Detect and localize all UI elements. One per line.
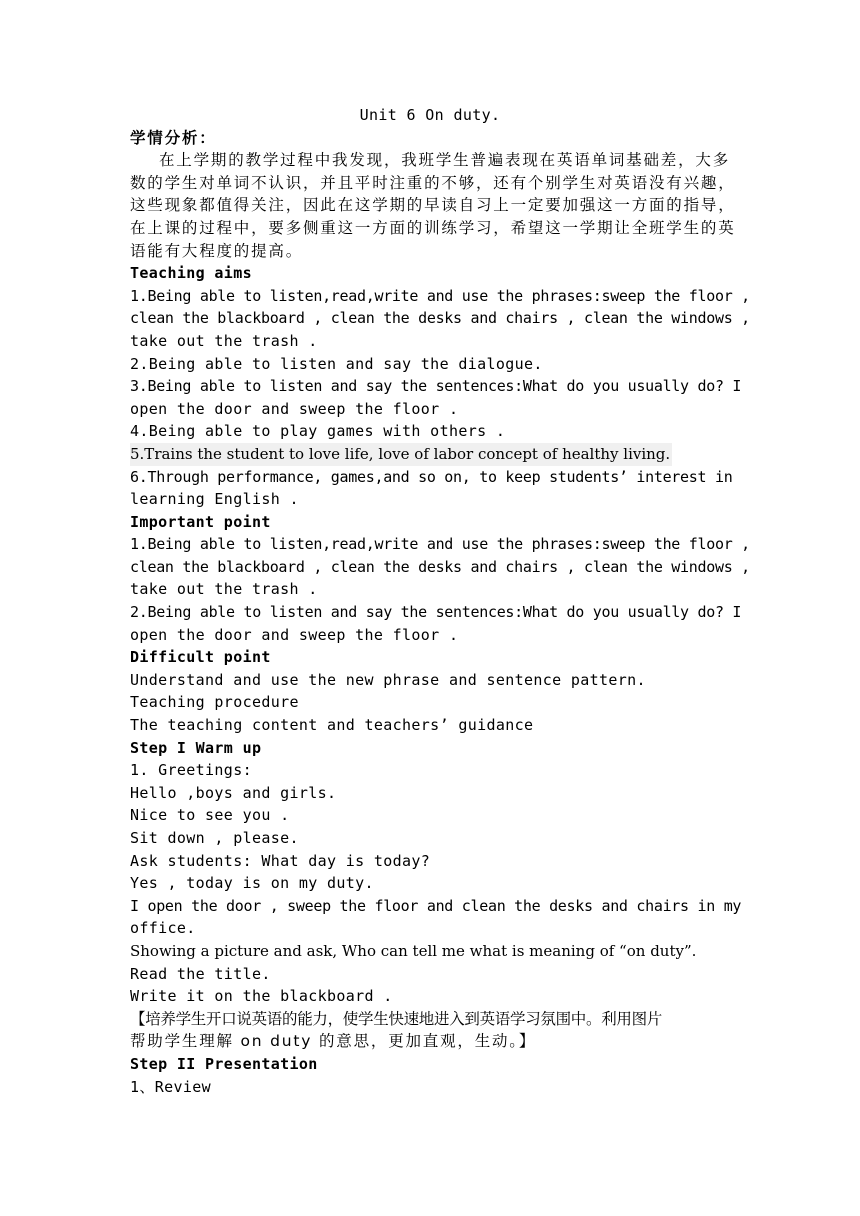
step2-heading: Step II Presentation bbox=[130, 1054, 318, 1073]
important-line: take out the trash . bbox=[130, 580, 318, 599]
important-line: 2.Being able to listen and say the sentences:What do you usually do? I bbox=[130, 603, 742, 622]
step1-line: office. bbox=[130, 919, 196, 938]
aims-line: open the door and sweep the floor . bbox=[130, 399, 459, 418]
analysis-line: 在上课的过程中，要多侧重这一方面的训练学习，希望这一学期让全班学生的英 bbox=[130, 218, 736, 237]
document-title: Unit 6 On duty. bbox=[359, 106, 501, 124]
aims-heading: Teaching aims bbox=[130, 264, 252, 283]
step1-line: Read the title. bbox=[130, 964, 271, 983]
highlighted-text: 5.Trains the student to love life, love of labor concept of healthy living. bbox=[130, 443, 672, 466]
step1-line: Write it on the blackboard . bbox=[130, 987, 393, 1006]
note-line: 【培养学生开口说英语的能力，使学生快速地进入到英语学习氛围中。利用图片 bbox=[130, 1009, 663, 1028]
step1-line: Hello ,boys and girls. bbox=[130, 783, 337, 802]
step1-line: I open the door , sweep the floor and clean the desks and chairs in my bbox=[130, 896, 742, 915]
important-heading: Important point bbox=[130, 512, 271, 531]
difficult-heading: Difficult point bbox=[130, 648, 271, 667]
important-line: open the door and sweep the floor . bbox=[130, 625, 459, 644]
step1-line: Sit down , please. bbox=[130, 829, 299, 847]
aims-line: 2.Being able to listen and say the dialogue. bbox=[130, 354, 543, 373]
important-line: clean the blackboard , clean the desks and chairs , clean the windows , bbox=[130, 557, 750, 576]
step2-line: 1、Review bbox=[130, 1077, 212, 1096]
aims-line: take out the trash . bbox=[130, 331, 318, 350]
analysis-line: 这些现象都值得关注，因此在这学期的早读自习上一定要加强这一方面的指导， bbox=[130, 196, 736, 215]
step1-line: 1. Greetings: bbox=[130, 761, 252, 780]
difficult-line: Understand and use the new phrase and sentence pattern. bbox=[130, 670, 646, 689]
document-body bbox=[130, 104, 750, 1098]
note-line: 帮助学生理解 on duty 的意思，更加直观，生动。】 bbox=[130, 1032, 537, 1051]
important-line: 1.Being able to listen,read,write and use the phrases:sweep the floor , bbox=[130, 535, 750, 554]
aims-line: clean the blackboard , clean the desks and chairs , clean the windows , bbox=[130, 309, 750, 328]
analysis-line: 在上学期的教学过程中我发现，我班学生普遍表现在英语单词基础差，大多 bbox=[159, 151, 730, 170]
content-line: The teaching content and teachers’ guidance bbox=[130, 716, 534, 735]
aims-line: 1.Being able to listen,read,write and use the phrases:sweep the floor , bbox=[130, 286, 750, 305]
aims-line: learning English . bbox=[130, 490, 299, 509]
procedure-line: Teaching procedure bbox=[130, 693, 299, 712]
analysis-line: 数的学生对单词不认识，并且平时注重的不够，还有个别学生对英语没有兴趣， bbox=[130, 173, 736, 192]
step1-line: Nice to see you . bbox=[130, 806, 290, 825]
step1-line: Yes , today is on my duty. bbox=[130, 874, 374, 893]
aims-line: 6.Through performance, games,and so on, to keep students’ interest in bbox=[130, 467, 733, 486]
step1-line: Ask students: What day is today? bbox=[130, 851, 431, 870]
aims-line: 4.Being able to play games with others . bbox=[130, 422, 506, 441]
aims-line: 3.Being able to listen and say the sentences:What do you usually do? I bbox=[130, 377, 742, 396]
analysis-heading: 学情分析： bbox=[130, 128, 217, 147]
analysis-line: 语能有大程度的提高。 bbox=[130, 241, 304, 260]
aims-line-highlighted bbox=[130, 443, 730, 466]
step1-heading: Step I Warm up bbox=[130, 738, 262, 757]
showing-line: Showing a picture and ask, Who can tell me what is meaning of “on duty”. bbox=[130, 941, 697, 960]
